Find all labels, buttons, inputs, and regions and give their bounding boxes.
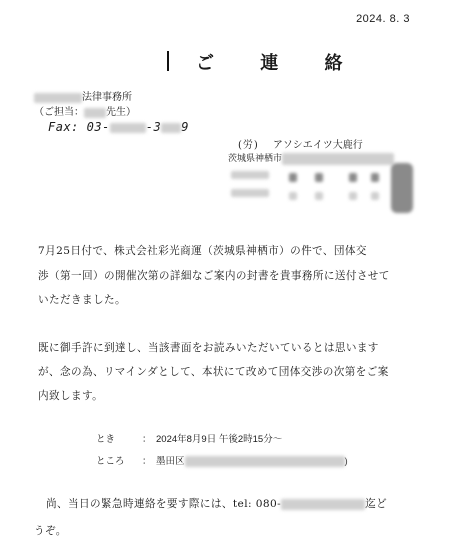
redacted-char [289, 192, 297, 200]
recipient-office-suffix: 法律事務所 [82, 92, 132, 103]
sender-name: アソシエイツ大鹿行 [272, 140, 363, 151]
redacted-address [282, 153, 394, 165]
redacted-line [231, 171, 269, 179]
urgent-text-end: 迄ど [365, 498, 388, 510]
sender-mark: (労) [238, 140, 259, 151]
urgent-line-2: うぞ。 [34, 525, 67, 537]
title-bar [167, 51, 169, 71]
redacted-char [371, 173, 379, 182]
recipient-contact [34, 103, 136, 118]
where-label: ところ [96, 456, 125, 467]
body-line-1: 7月25日付で、株式会社彩光商運（茨城県神栖市）の件で、団体交 [38, 245, 367, 257]
redacted-fax-part1 [110, 123, 146, 133]
redacted-char [371, 192, 379, 200]
where-end: ) [344, 456, 348, 467]
fax-mid: -3 [145, 120, 162, 134]
urgent-text-start: 尚、当日の緊急時連絡を要す際には、tel: 080- [46, 498, 282, 510]
body-line-6: 内致します。 [38, 390, 104, 402]
when-value: 2024年8月9日 午後2時15分～ [156, 434, 283, 445]
redacted-seal [391, 163, 413, 213]
redacted-char [349, 173, 357, 182]
redacted-where-address [185, 456, 345, 467]
redacted-contact-name [84, 108, 106, 118]
where-value: 墨田区 [156, 456, 185, 467]
redacted-fax-part2 [161, 123, 181, 133]
body-line-4: 既に御手許に到達し、当該書面をお読みいただいているとは思います [38, 342, 379, 354]
redacted-char [349, 192, 357, 200]
redacted-char [315, 173, 323, 182]
fax-label: Fax: 03- [48, 120, 110, 134]
sender-address-prefix: 茨城県神栖市 [228, 154, 283, 164]
redacted-phone [281, 499, 365, 510]
body-line-3: いただきました。 [38, 294, 126, 306]
recipient-fax [48, 120, 189, 134]
detail-where [96, 453, 348, 467]
contact-suffix: 先生） [106, 107, 136, 118]
redacted-char [289, 173, 297, 182]
when-colon: ： [142, 434, 152, 445]
document-title: ご 連 絡 [196, 53, 363, 74]
where-colon: ： [142, 456, 152, 467]
body-line-2: 渉（第一回）の開催次第の詳細なご案内の封書を貴事務所に送付させて [38, 270, 390, 282]
sender-name-line [238, 136, 363, 151]
fax-end: 9 [181, 120, 189, 134]
sender-address [228, 151, 394, 165]
redacted-office-name [34, 93, 82, 103]
detail-when [96, 431, 282, 445]
redacted-char [315, 192, 323, 200]
urgent-line-1 [46, 496, 387, 511]
contact-prefix: （ご担当： [34, 107, 84, 118]
body-line-5: が、念の為、リマインダとして、本状にて改めて団体交渉の次第をご案 [38, 366, 389, 378]
when-label: とき [96, 434, 116, 445]
redacted-line [231, 189, 269, 197]
recipient-office [34, 88, 132, 103]
document-date: 2024. 8. 3 [356, 13, 410, 25]
